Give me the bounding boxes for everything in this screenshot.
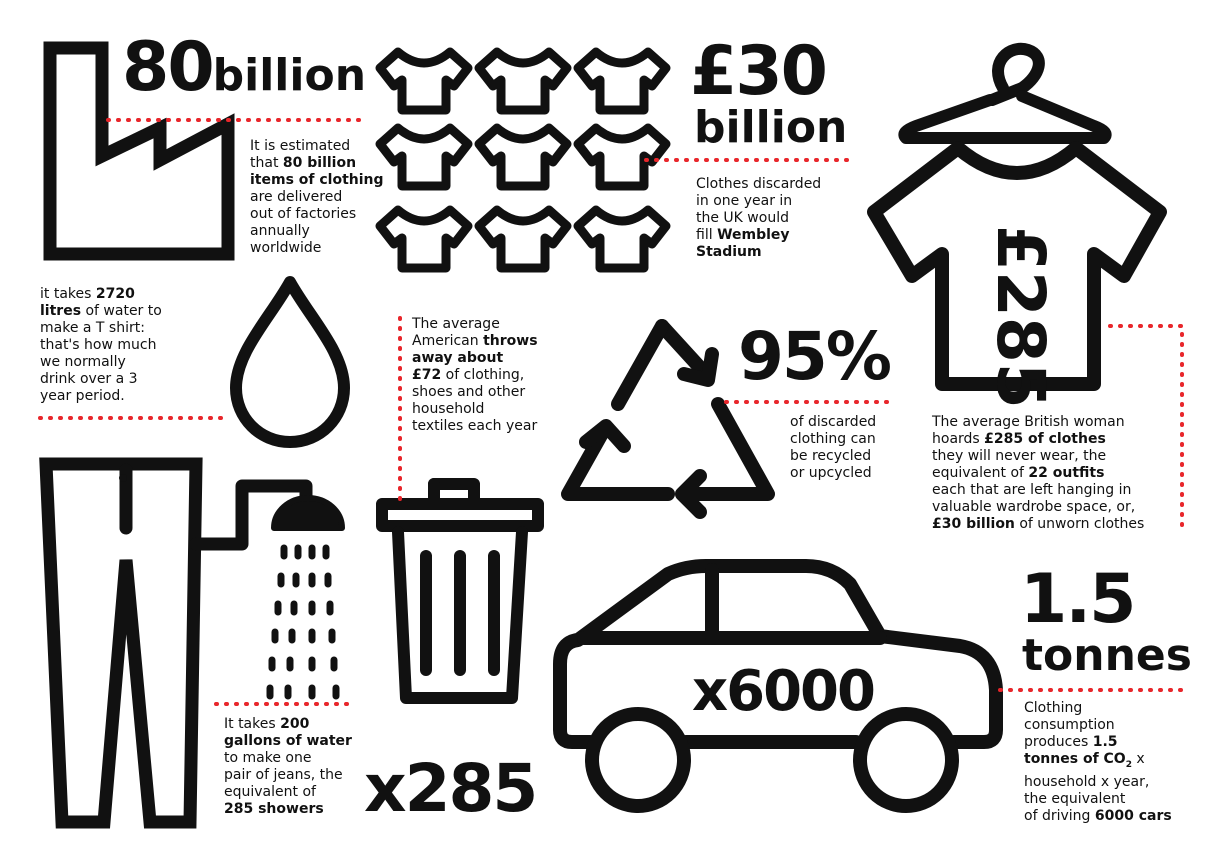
jeans-caption: It takes 200 gallons of water to make one pair of jeans, the equivalent of 285 showers xyxy=(224,716,352,817)
tshirt-icon xyxy=(380,52,468,110)
water-caption: it takes 2720 litres of water to make a T shirt: that's how much we normally drink over a 3 year period. xyxy=(40,286,162,404)
recycle-headline: 95% xyxy=(738,318,890,395)
tshirt-icon xyxy=(479,210,567,268)
car-caption: Clothing consumption produces 1.5 tonnes of $CO_2$ x household x year, the equivalent of driving 6000 cars xyxy=(1024,700,1172,824)
factory-caption: It is estimated that 80 billion items of clothing are delivered out of factories annually worldwide xyxy=(250,138,384,256)
water-drop-icon xyxy=(236,282,344,442)
car-multiplier: x6000 xyxy=(692,659,874,724)
jeans-button xyxy=(119,474,127,482)
tshirts-headline-line1: £30 xyxy=(690,32,826,111)
recycle-caption: of discarded clothing can be recycled or upcycled xyxy=(790,414,877,481)
tshirt-icon xyxy=(578,52,666,110)
shirt-price-label: £285 xyxy=(982,225,1059,409)
tshirts-caption: Clothes discarded in one year in the UK would fill Wembley Stadium xyxy=(696,176,822,260)
hanger-icon xyxy=(904,49,1105,138)
tshirt-grid xyxy=(380,52,666,268)
car-headline-line2: tonnes xyxy=(1022,630,1192,681)
trash-bin-icon xyxy=(382,484,538,698)
factory-headline xyxy=(122,28,367,107)
tshirt-icon xyxy=(578,210,666,268)
tshirt-icon xyxy=(479,52,567,110)
tshirt-icon xyxy=(479,128,567,186)
hanger-caption: The average British woman hoards £285 of clothes they will never wear, the equivalent of 22 outfits each that are left hanging in valuable wardrobe space, or, £30 billion of unworn clothes xyxy=(932,414,1145,532)
bin-caption: The average American throws away about £72 of clothing, shoes and other household textiles each year xyxy=(412,316,538,434)
factory-unit: billion xyxy=(212,50,367,101)
car-headline-line1: 1.5 xyxy=(1020,560,1135,639)
tshirt-icon xyxy=(578,128,666,186)
tshirts-headline-line2: billion xyxy=(694,102,848,153)
shower-icon xyxy=(270,498,342,696)
jeans-multiplier: x285 xyxy=(364,750,537,827)
factory-number: 80 xyxy=(122,28,213,107)
